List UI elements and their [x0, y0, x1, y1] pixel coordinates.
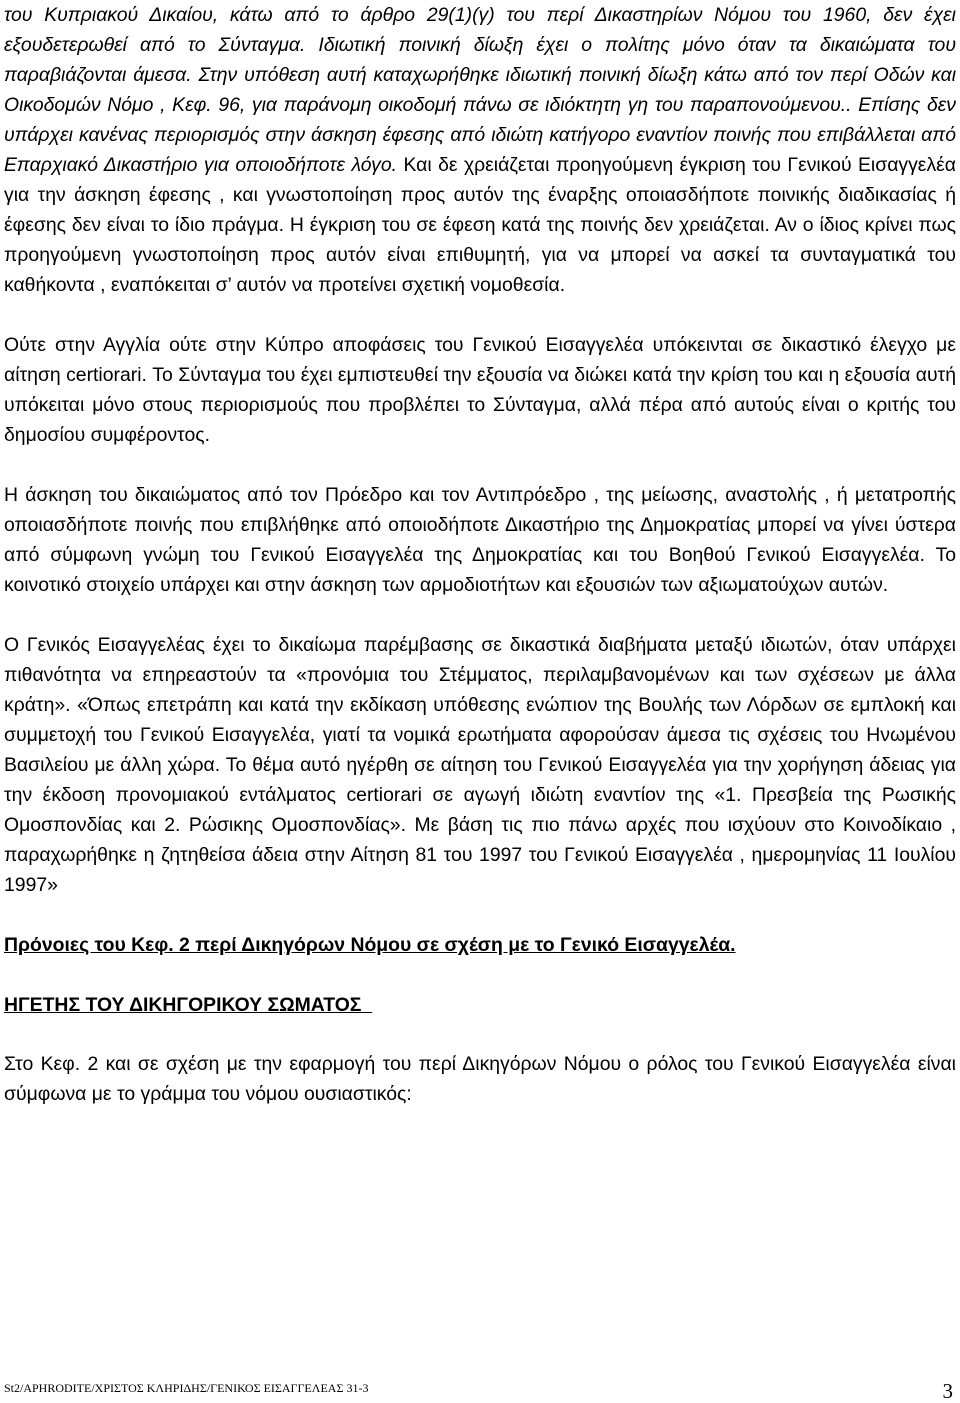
heading-provisions: Πρόνοιες του Κεφ. 2 περί Δικηγόρων Νόμου σε σχέση με το Γενικό Εισαγγελέα.: [4, 934, 736, 956]
footer-reference: St2/APHRODITE/ΧΡΙΣΤΟΣ ΚΛΗΡΙΔΗΣ/ΓΕΝΙΚΟΣ ΕΙΣΑΓΓΕΛΕΑΣ 31-3: [4, 1381, 369, 1395]
paragraph-sentence-reduction: [4, 480, 956, 600]
paragraph-sentence-reduction-text: Η άσκηση του δικαιώματος από τον Πρόεδρο και τον Αντιπρόεδρο , της μείωσης, αναστολής , ή μετατροπής οποιασδήποτε ποινής που επιβλήθηκε από οποιοδήποτε Δικαστήριο της Δημοκρατίας μπορεί να γίνει ύστερα από σύμφωνη γνώμη του Γενικού Εισαγγελέα της Δημοκρατίας και του Βοηθού Γενικού Εισαγγελέα. Το κοινοτικό στοιχείο υπάρχει και στην άσκηση των αρμοδιοτήτων και εξουσιών των αξιωματούχων αυτών.: [4, 484, 956, 596]
paragraph-closing: Στο Κεφ. 2 και σε σχέση με την εφαρμογή του περί Δικηγόρων Νόμου ο ρόλος του Γενικού Εισαγγελέα είναι σύμφωνα με το γράμμα του νόμου ουσιαστικός:: [4, 1053, 956, 1105]
document-page: [4, 0, 956, 1109]
page-number: 3: [942, 1379, 953, 1403]
paragraph-intervention: [4, 630, 956, 900]
paragraph-private-prosecution-italic: του Κυπριακού Δικαίου, κάτω από το άρθρο 29(1)(γ) του περί Δικαστηρίων Νόμου του 1960, δεν έχει εξουδετερωθεί από το Σύνταγμα. Ιδιωτική ποινική δίωξη έχει ο πολίτης μόνο όταν τα δικαιώματα του παραβιάζονται άμεσα. Στην υπόθεση αυτή καταχωρήθηκε ιδιωτική ποινική δίωξη κάτω από τον περί Οδών και Οικοδομών Νόμο , Κεφ. 96, για παράνομη οικοδομή πάνω σε ιδιόκτητη γη του παραπονούμενου.. Επίσης δεν υπάρχει κανένας περιορισμός στην άσκηση έφεσης από ιδιώτη κατήγορο εναντίον ποινής που επιβάλλεται από Επαρχιακό Δικαστήριο για οποιοδήποτε λόγο.: [4, 4, 956, 176]
heading-bar-leader-text: ΗΓΕΤΗΣ ΤΟΥ ΔΙΚΗΓΟΡΙΚΟΥ ΣΩΜΑΤΟΣ: [4, 994, 362, 1016]
paragraph-intervention-text: Ο Γενικός Εισαγγελέας έχει το δικαίωμα παρέμβασης σε δικαστικά διαβήματα μεταξύ ιδιωτών, όταν υπάρχει πιθανότητα να επηρεαστούν τα «προνόμια του Στέμματος, περιλαμβανομένων και των σχέσεων με άλλα κράτη». «Όπως επετράπη και κατά την εκδίκαση υπόθεσης ενώπιον της Βουλής των Λόρδων σε εμπλοκή και συμμετοχή του Γενικού Εισαγγελέα, γιατί τα νομικά ερωτήματα αφορούσαν άμεσα τις σχέσεις του Ηνωμένου Βασιλείου με άλλη χώρα. Το θέμα αυτό ηγέρθη σε αίτηση του Γενικού Εισαγγελέα για την χορήγηση άδειας για την έκδοση προνομιακού εντάλματος certiorari σε αγωγή ιδιώτη εναντίον της «1. Πρεσβεία της Ρωσικής Ομοσπονδίας και 2. Ρώσικης Ομοσπονδίας». Με βάση τις πιο πάνω αρχές που ισχύουν στο Κοινοδίκαιο , παραχωρήθηκε η ζητηθείσα άδεια στην Αίτηση 81 του 1997 του Γενικού Εισαγγελέα , ημερομηνίας 11 Ιουλίου 1997»: [4, 634, 956, 896]
paragraph-private-prosecution-regular: Και δε χρειάζεται προηγούμενη έγκριση του Γενικού Εισαγγελέα για την άσκηση έφεσης , και γνωστοποίηση προς αυτόν της έναρξης οποιασδήποτε ποινικής διαδικασίας ή έφεσης δεν είναι το ίδιο πράγμα. Η έγκριση του σε έφεση κατά της ποινής δεν χρειάζεται. Αν ο ίδιος κρίνει πως προηγούμενη γνωστοποίηση προς αυτόν είναι επιθυμητή, για να μπορεί να ασκεί τα συνταγματικά του καθήκοντα , εναπόκειται σ’ αυτόν να προτείνει σχετική νομοθεσία.: [4, 154, 956, 296]
paragraph-certiorari: [4, 330, 956, 450]
paragraph-private-prosecution: [4, 0, 956, 300]
paragraph-certiorari-text: Ούτε στην Αγγλία ούτε στην Κύπρο αποφάσεις του Γενικού Εισαγγελέα υπόκεινται σε δικαστικό έλεγχο με αίτηση certiorari. Το Σύνταγμα του έχει εμπιστευθεί την εξουσία να διώκει κατά την κρίση του και η εξουσία αυτή υπόκειται μόνο στους περιορισμούς που προβλέπει το Σύνταγμα, αλλά πέρα από αυτούς είναι ο κριτής του δημοσίου συμφέροντος.: [4, 334, 956, 446]
heading-bar-leader: [4, 990, 956, 1020]
